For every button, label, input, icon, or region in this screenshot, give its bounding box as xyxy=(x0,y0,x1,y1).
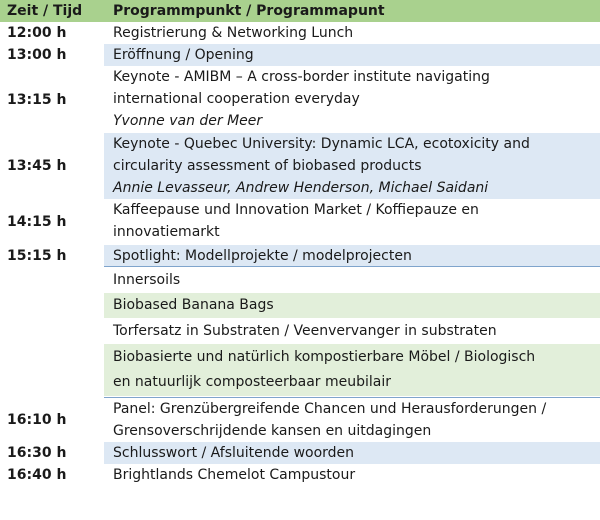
row-text-line2: circularity assessment of biobased products xyxy=(113,158,422,174)
row-text-line1: Keynote - Quebec University: Dynamic LCA, ecotoxicity and xyxy=(113,136,530,152)
row-text: Spotlight: Modellprojekte / modelprojecten xyxy=(104,245,600,267)
table-row xyxy=(0,442,600,464)
row-cell xyxy=(104,199,600,243)
row-time: 16:30 h xyxy=(7,445,67,461)
row-text-line2: innovatiemarkt xyxy=(113,224,220,240)
row-time: 14:15 h xyxy=(7,214,67,230)
table-row xyxy=(0,268,600,292)
row-text: Eröffnung / Opening xyxy=(104,44,600,66)
table-row xyxy=(0,44,600,66)
table-row xyxy=(0,133,600,199)
row-text-line1: Biobasierte und natürlich kompostierbare Möbel / Biologisch xyxy=(113,349,536,365)
row-cell xyxy=(104,66,600,132)
table-row xyxy=(0,22,600,44)
row-cell xyxy=(104,398,600,442)
row-text-line2: international cooperation everyday xyxy=(113,91,360,107)
speaker-names: Annie Levasseur, Andrew Henderson, Michael Saidani xyxy=(113,180,489,196)
row-time: 13:00 h xyxy=(7,47,67,63)
row-time: 16:10 h xyxy=(7,412,67,428)
row-text: Biobased Banana Bags xyxy=(104,293,600,318)
row-text-line2: Grensoverschrijdende kansen en uitdagingen xyxy=(113,423,432,439)
row-text: Schlusswort / Afsluitende woorden xyxy=(104,442,600,464)
row-time: 13:45 h xyxy=(7,158,67,174)
header-program: Programmpunkt / Programmapunt xyxy=(113,3,385,19)
row-time: 15:15 h xyxy=(7,248,67,264)
row-divider xyxy=(104,266,600,267)
row-text: Torfersatz in Substraten / Veenvervanger in substraten xyxy=(113,323,497,339)
speaker-name: Yvonne van der Meer xyxy=(113,113,263,129)
row-time: 12:00 h xyxy=(7,25,67,41)
table-row xyxy=(0,464,600,486)
table-row xyxy=(0,199,600,243)
table-row xyxy=(0,66,600,132)
row-text-line2: en natuurlijk composteerbaar meubilair xyxy=(113,374,391,390)
row-cell xyxy=(104,133,600,199)
header-time: Zeit / Tijd xyxy=(7,3,83,19)
row-text-line1: Keynote - AMIBM – A cross-border institute navigating xyxy=(113,69,490,85)
table-row xyxy=(0,244,600,266)
table-row xyxy=(0,293,600,318)
row-time: 13:15 h xyxy=(7,92,67,108)
row-time: 16:40 h xyxy=(7,467,67,483)
row-text: Innersoils xyxy=(113,272,181,288)
row-text: Registrierung & Networking Lunch xyxy=(113,25,354,41)
row-text-line1: Kaffeepause und Innovation Market / Koffiepauze en xyxy=(113,202,479,218)
table-row xyxy=(0,319,600,343)
row-text-line1: Panel: Grenzübergreifende Chancen und Herausforderungen / xyxy=(113,401,547,417)
table-header xyxy=(0,0,600,22)
table-row xyxy=(0,344,600,396)
row-cell xyxy=(104,344,600,396)
table-row xyxy=(0,398,600,442)
row-text: Brightlands Chemelot Campustour xyxy=(113,467,356,483)
